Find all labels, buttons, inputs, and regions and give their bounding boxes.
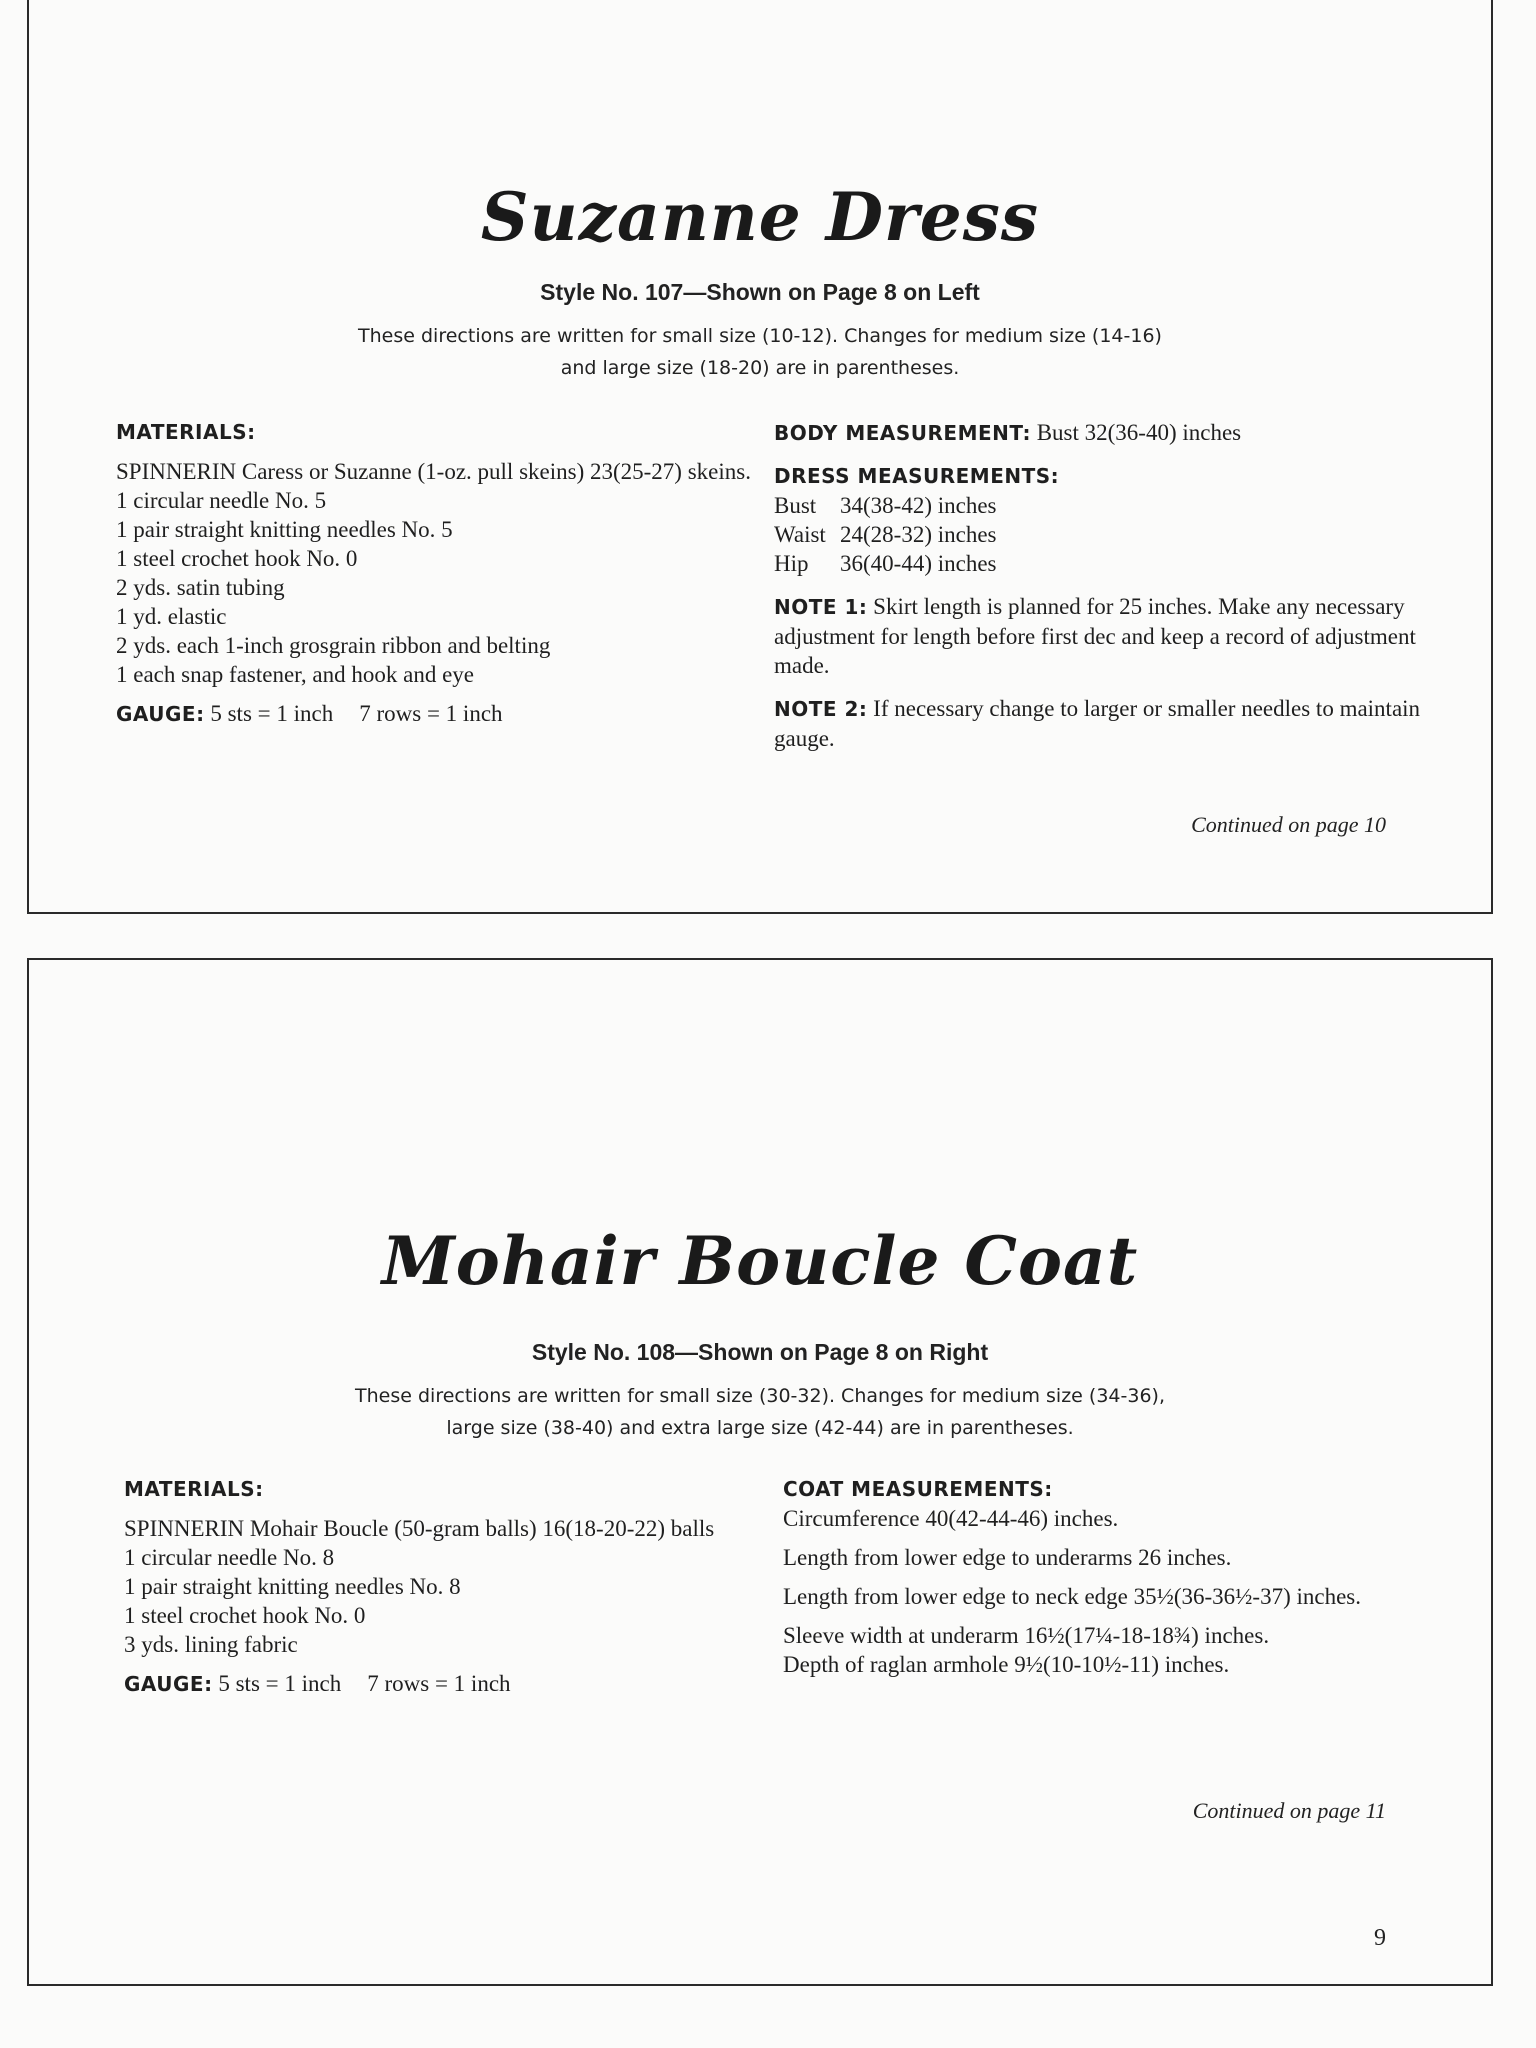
material-item: 3 yds. lining fabric [124, 1632, 298, 1657]
gauge-line [116, 699, 756, 729]
material-item: 1 each snap fastener, and hook and eye [116, 662, 474, 687]
material-item: 1 pair straight knitting needles No. 5 [116, 517, 453, 542]
materials-section [124, 1475, 784, 1699]
intro-line: large size (38-40) and extra large size (42-44) are in parentheses. [446, 1417, 1074, 1439]
coat-measurement: Length from lower edge to neck edge 35½(36-36½-37) inches. [783, 1584, 1362, 1609]
suzanne-dress-panel [27, 0, 1493, 914]
coat-measurement: Depth of raglan armhole 9½(10-10½-11) inches. [783, 1652, 1230, 1677]
note-1 [774, 592, 1434, 680]
material-item: 1 steel crochet hook No. 0 [124, 1603, 366, 1628]
body-measurement-label: BODY MEASUREMENT: [774, 421, 1031, 445]
page-number: 9 [1374, 1925, 1386, 1951]
materials-heading: MATERIALS: [116, 420, 256, 444]
body-measurement-value: Bust 32(36-40) inches [1036, 420, 1242, 445]
gauge-label: GAUGE: [116, 702, 205, 726]
coat-measurements-section [783, 1475, 1443, 1679]
style-number: Style No. 108—Shown on Page 8 on Right [531, 1339, 989, 1365]
note-2-label: NOTE 2: [774, 697, 868, 721]
material-item: 1 steel crochet hook No. 0 [116, 546, 358, 571]
note-1-label: NOTE 1: [774, 595, 868, 619]
body-measurement [774, 418, 1434, 448]
style-number: Style No. 107—Shown on Page 8 on Left [540, 279, 980, 305]
intro-line: These directions are written for small size (30-32). Changes for medium size (34-36), [355, 1385, 1165, 1407]
mohair-boucle-coat-panel [27, 958, 1493, 1986]
material-item: 2 yds. each 1-inch grosgrain ribbon and belting [116, 633, 551, 658]
measurements-section [774, 418, 1434, 753]
measurement-row: Waist 24(28-32) inches [774, 522, 997, 547]
intro-line: and large size (18-20) are in parentheses. [560, 357, 960, 379]
material-item: SPINNERIN Mohair Boucle (50-gram balls) 16(18-20-22) balls [124, 1516, 715, 1541]
continued-note: Continued on page 11 [1192, 1798, 1386, 1823]
coat-measurement: Sleeve width at underarm 16½(17¼-18-18¾) inches. [783, 1623, 1270, 1648]
continued-note: Continued on page 10 [1191, 812, 1386, 837]
coat-measurements-heading: COAT MEASUREMENTS: [783, 1477, 1053, 1501]
material-item: 1 yd. elastic [116, 604, 227, 629]
material-item: 1 pair straight knitting needles No. 8 [124, 1574, 461, 1599]
gauge-stitches: 5 sts = 1 inch [218, 1671, 342, 1696]
size-intro [29, 320, 1491, 384]
measurement-row: Bust 34(38-42) inches [774, 493, 997, 518]
dress-measurements-list [774, 491, 1434, 578]
pattern-title: Mohair Boucle Coat [381, 1222, 1139, 1300]
coat-measurement: Length from lower edge to underarms 26 inches. [783, 1545, 1232, 1570]
material-item: 2 yds. satin tubing [116, 575, 285, 600]
gauge-rows: 7 rows = 1 inch [367, 1671, 511, 1696]
measurement-row: Hip 36(40-44) inches [774, 551, 997, 576]
material-item: 1 circular needle No. 8 [124, 1545, 335, 1570]
note-1-text: Skirt length is planned for 25 inches. Make any necessary adjustment for length before first dec and keep a record of adjustment made. [774, 594, 1416, 678]
materials-list [124, 1514, 784, 1659]
gauge-rows: 7 rows = 1 inch [359, 701, 503, 726]
gauge-stitches: 5 sts = 1 inch [210, 701, 334, 726]
materials-heading: MATERIALS: [124, 1477, 264, 1501]
materials-list [116, 457, 756, 689]
material-item: 1 circular needle No. 5 [116, 488, 327, 513]
pattern-title: Suzanne Dress [480, 178, 1040, 256]
note-2 [774, 694, 1434, 753]
gauge-line [124, 1669, 784, 1699]
coat-measurement: Circumference 40(42-44-46) inches. [783, 1506, 1119, 1531]
dress-measurements-heading: DRESS MEASUREMENTS: [774, 464, 1060, 488]
materials-section [116, 418, 756, 729]
gauge-label: GAUGE: [124, 1672, 213, 1696]
size-intro [29, 1380, 1491, 1444]
note-2-text: If necessary change to larger or smaller needles to maintain gauge. [774, 696, 1421, 751]
intro-line: These directions are written for small size (10-12). Changes for medium size (14-16) [358, 325, 1162, 347]
material-item: SPINNERIN Caress or Suzanne (1-oz. pull skeins) 23(25-27) skeins. [116, 459, 751, 484]
